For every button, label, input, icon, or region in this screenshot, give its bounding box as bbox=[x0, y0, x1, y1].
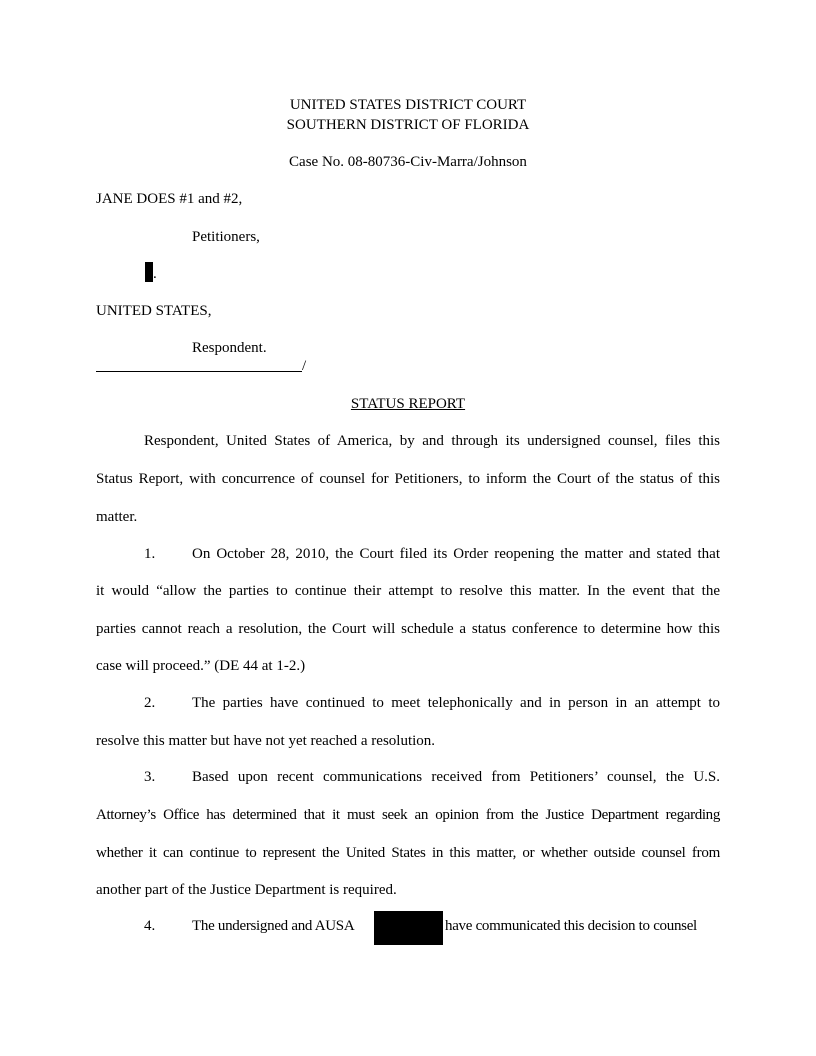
paragraph-line: Based upon recent communications received from Petitioners’ counsel, the U.S. bbox=[192, 769, 720, 785]
paragraph-line: it would “allow the parties to continue their attempt to resolve this matter. In the event that the bbox=[96, 583, 720, 599]
paragraph-number: 3. bbox=[144, 769, 156, 785]
document-title: STATUS REPORT bbox=[350, 396, 466, 412]
redaction-box bbox=[145, 262, 153, 282]
petitioners-name: JANE DOES #1 and #2, bbox=[96, 191, 243, 207]
respondent-name: UNITED STATES, bbox=[96, 303, 212, 319]
paragraph-number: 2. bbox=[144, 695, 156, 711]
paragraph-text-after-redaction: have communicated this decision to counsel bbox=[445, 918, 697, 934]
respondent-role: Respondent. bbox=[192, 340, 267, 356]
paragraph-line: resolve this matter but have not yet reached a resolution. bbox=[96, 733, 436, 749]
redaction-box bbox=[374, 911, 443, 945]
paragraph-line: On October 28, 2010, the Court filed its Order reopening the matter and stated that bbox=[192, 546, 720, 562]
case-number: Case No. 08-80736-Civ-Marra/Johnson bbox=[289, 154, 527, 170]
intro-line: Status Report, with concurrence of counsel for Petitioners, to inform the Court of the status of this bbox=[96, 471, 720, 487]
paragraph-line: Attorney’s Office has determined that it must seek an opinion from the Justice Department regarding bbox=[96, 807, 720, 823]
caption-rule bbox=[96, 371, 302, 372]
intro-line: matter. bbox=[96, 509, 138, 525]
paragraph-text-before-redaction: The undersigned and AUSA bbox=[192, 918, 355, 934]
versus-suffix: . bbox=[153, 266, 157, 282]
caption-slash: / bbox=[302, 358, 307, 374]
paragraph-number: 4. bbox=[144, 918, 156, 934]
court-name: UNITED STATES DISTRICT COURT bbox=[289, 97, 527, 113]
paragraph-line: parties cannot reach a resolution, the Court will schedule a status conference to determine how this bbox=[96, 621, 720, 637]
paragraph-number: 1. bbox=[144, 546, 156, 562]
petitioners-role: Petitioners, bbox=[192, 229, 260, 245]
intro-line: Respondent, United States of America, by and through its undersigned counsel, files this bbox=[144, 433, 720, 449]
paragraph-line: whether it can continue to represent the United States in this matter, or whether outside counsel from bbox=[96, 845, 720, 861]
court-district: SOUTHERN DISTRICT OF FLORIDA bbox=[286, 117, 530, 133]
paragraph-line: case will proceed.” (DE 44 at 1-2.) bbox=[96, 658, 306, 674]
paragraph-line: The parties have continued to meet telephonically and in person in an attempt to bbox=[192, 695, 720, 711]
paragraph-line: another part of the Justice Department is required. bbox=[96, 882, 397, 898]
